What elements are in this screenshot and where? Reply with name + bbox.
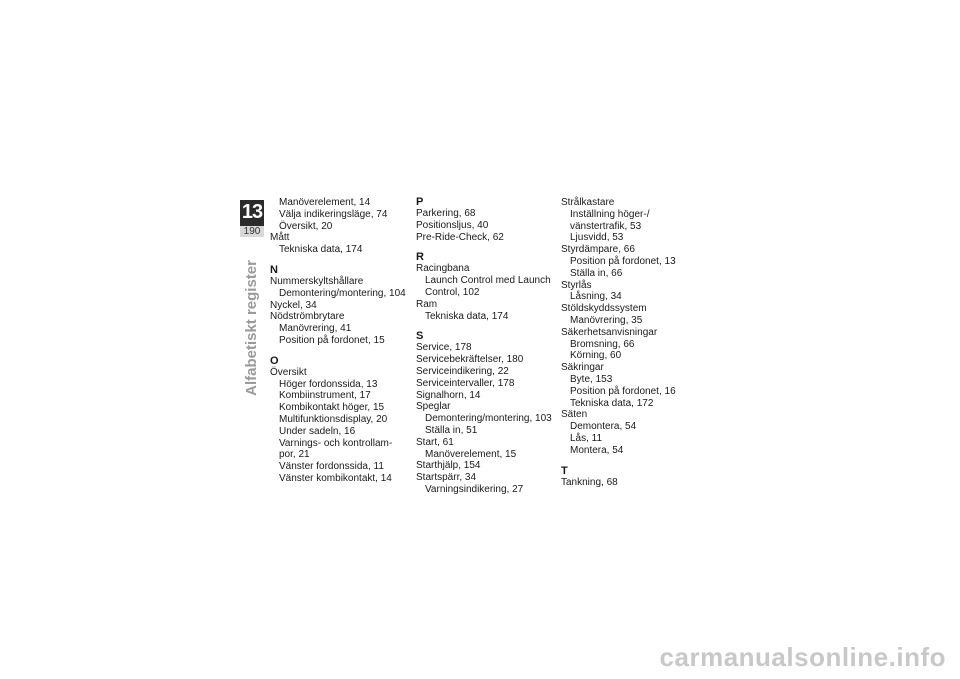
index-subentry: Position på fordonet, 15 [279, 334, 385, 346]
index-subentry: Manövrering, 35 [570, 314, 643, 326]
index-entry: Pre-Ride-Check, 62 [416, 231, 504, 243]
section-title: Alfabetiskt register [243, 260, 260, 396]
index-subentry: Kombikontakt höger, 15 [279, 402, 385, 414]
index-entry: Starthjälp, 154 [416, 460, 481, 472]
index-entry: Start, 61 [416, 436, 454, 448]
index-subentry: Position på fordonet, 16 [570, 385, 676, 397]
chapter-number: 13 [241, 201, 263, 223]
index-subentry: por, 21 [279, 449, 310, 461]
index-letter-heading: O [270, 354, 279, 367]
index-subentry: Välja indikeringsläge, 74 [279, 208, 388, 220]
index-subentry: Under sadeln, 16 [279, 425, 356, 437]
index-column-3 [561, 197, 696, 488]
index-subentry: Control, 102 [425, 286, 480, 298]
index-subentry: Höger fordonssida, 13 [279, 378, 378, 390]
index-entry: Säten [561, 409, 588, 421]
index-entry: Strålkastare [561, 197, 615, 208]
index-letter-heading: P [416, 196, 424, 208]
index-entry: Nyckel, 34 [270, 299, 317, 311]
index-entry: Säkerhetsanvisningar [561, 326, 658, 338]
index-subentry: Varnings- och kontrollam- [279, 437, 393, 449]
index-subentry: Kombiinstrument, 17 [279, 390, 371, 402]
index-subentry: Låsning, 34 [570, 291, 622, 303]
index-subentry: Launch Control med Launch [425, 275, 551, 287]
index-letter-heading: T [561, 464, 568, 477]
index-subentry: Byte, 153 [570, 373, 613, 385]
index-entry: Styrlås [561, 279, 592, 291]
index-letter-heading: N [270, 263, 278, 276]
index-entry: Styrdämpare, 66 [561, 244, 635, 256]
index-entry: Parkering, 68 [416, 208, 476, 219]
index-subentry: Inställning höger-/ [570, 208, 650, 220]
index-column-1 [270, 197, 405, 485]
index-entry: Startspärr, 34 [416, 472, 477, 484]
index-subentry: Multifunktionsdisplay, 20 [279, 413, 388, 425]
index-entry: Serviceintervaller, 178 [416, 377, 515, 389]
index-entry: Serviceindikering, 22 [416, 365, 509, 377]
index-entry: Ram [416, 298, 438, 310]
index-subentry: Position på fordonet, 13 [570, 255, 676, 267]
index-subentry: Manövrering, 41 [279, 323, 352, 335]
index-subentry: Tekniska data, 172 [570, 397, 654, 409]
index-subentry: Montera, 54 [570, 444, 624, 456]
index-subentry: Bromsning, 66 [570, 338, 635, 350]
watermark: carmanualsonline.info [659, 642, 946, 672]
index-entry: Speglar [416, 401, 451, 413]
index-entry: Service, 178 [416, 342, 472, 354]
index-entry: Signalhorn, 14 [416, 389, 481, 401]
index-subentry: Ställa in, 51 [425, 424, 478, 436]
index-entry: Positionsljus, 40 [416, 219, 489, 231]
page-number: 190 [240, 226, 264, 237]
index-subentry: Tekniska data, 174 [279, 244, 363, 256]
index-subentry: Demontering/montering, 103 [425, 413, 552, 425]
index-subentry: Översikt, 20 [279, 220, 333, 232]
index-subentry: Tekniska data, 174 [425, 310, 509, 322]
index-column-2 [416, 197, 551, 496]
index-subentry: Körning, 60 [570, 350, 622, 362]
index-entry: Stöldskyddssystem [561, 303, 647, 315]
index-entry: Säkringar [561, 362, 604, 374]
index-entry: Översikt [270, 366, 307, 378]
index-letter-heading: S [416, 330, 424, 343]
index-subentry: Lås, 11 [570, 432, 603, 444]
index-entry: Mått [270, 232, 290, 244]
index-subentry: vänstertrafik, 53 [570, 220, 642, 232]
index-subentry: Vänster kombikontakt, 14 [279, 472, 392, 484]
index-subentry: Demontering/montering, 104 [279, 287, 406, 299]
index-entry: Racingbana [416, 263, 470, 275]
index-subentry: Manöverelement, 14 [279, 197, 371, 208]
index-subentry: Demontera, 54 [570, 421, 637, 433]
index-subentry: Manöverelement, 15 [425, 448, 517, 460]
index-letter-heading: R [416, 251, 424, 264]
index-subentry: Ställa in, 66 [570, 267, 623, 279]
index-entry: Servicebekräftelser, 180 [416, 354, 524, 366]
index-entry: Nödströmbrytare [270, 311, 345, 323]
index-entry: Tankning, 68 [561, 476, 618, 488]
index-subentry: Varningsindikering, 27 [425, 483, 524, 495]
index-subentry: Vänster fordonssida, 11 [279, 461, 384, 473]
index-subentry: Ljusvidd, 53 [570, 232, 624, 244]
index-entry: Nummerskyltshållare [270, 275, 364, 287]
